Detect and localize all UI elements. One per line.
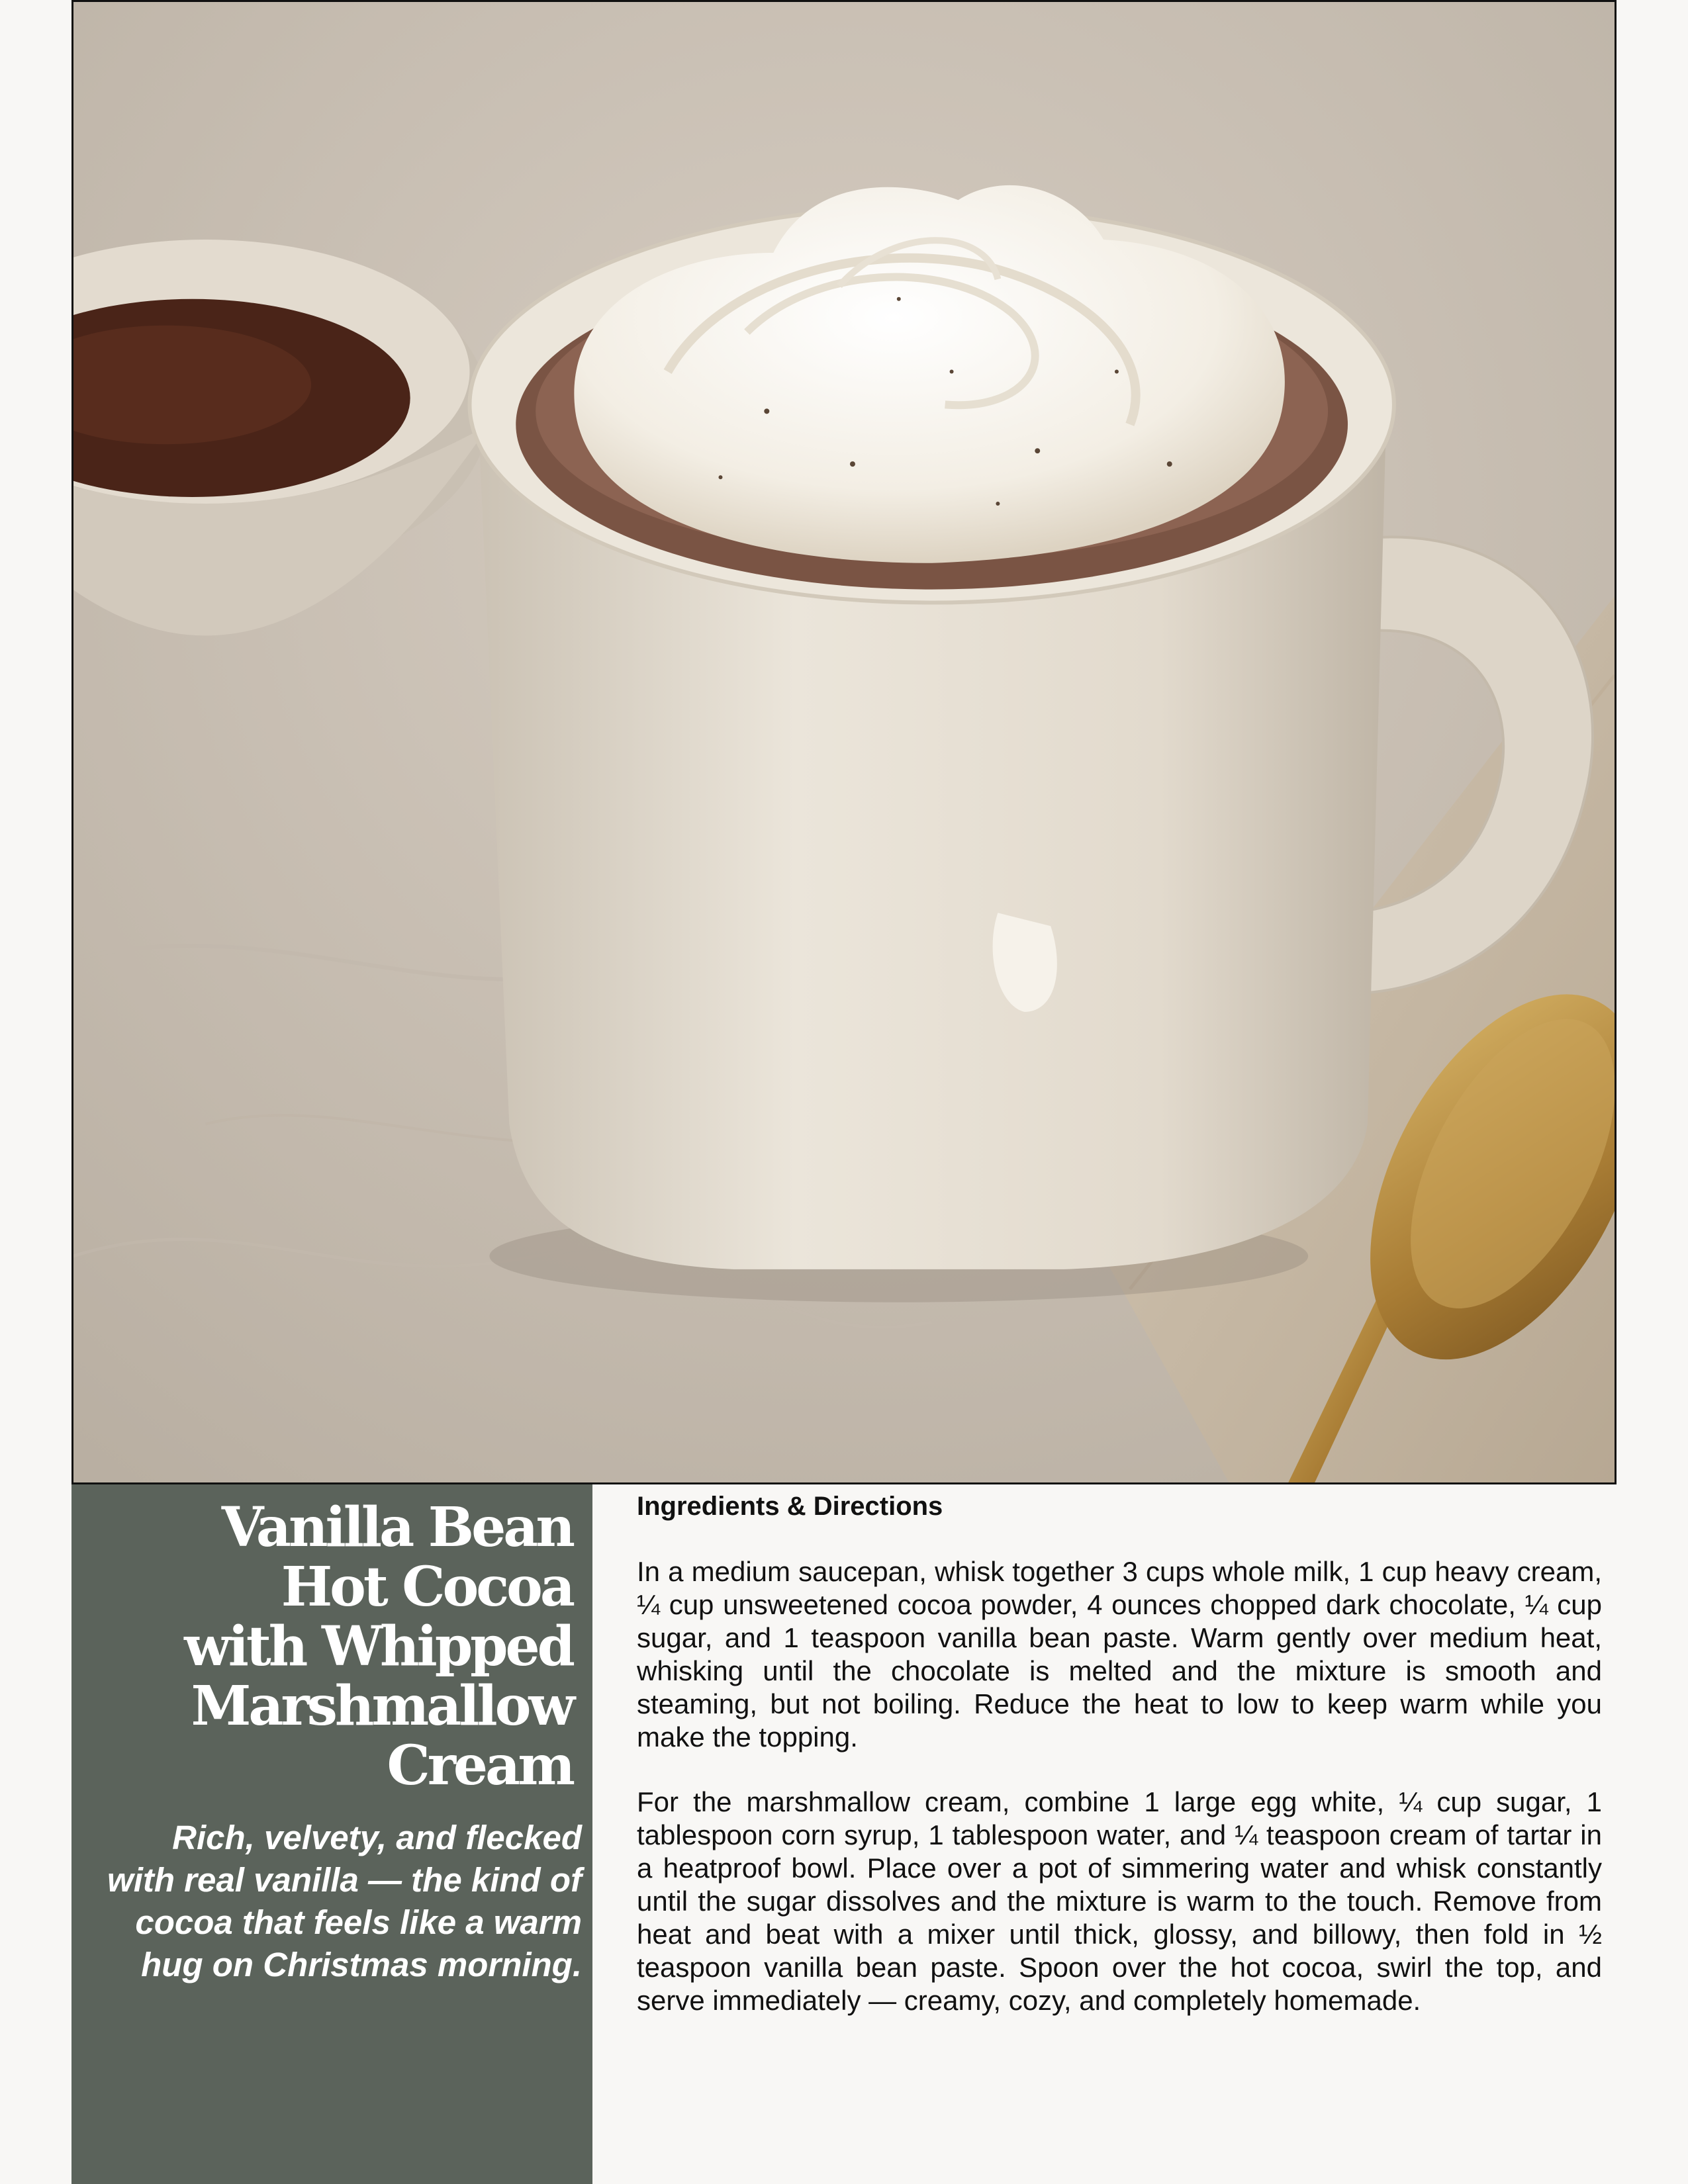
hot-cocoa-photo — [73, 2, 1615, 1482]
recipe-title: Vanilla Bean Hot Cocoa with Whipped Marshmallow Cream — [184, 1496, 573, 1797]
hero-photo — [71, 0, 1617, 1484]
directions-paragraph-cocoa: In a medium saucepan, whisk together 3 cups whole milk, 1 cup heavy cream, ¼ cup unsweetened cocoa powder, 4 ounces chopped dark chocolate, ¼ cup sugar, and 1 teaspoon vanilla bean paste. Warm gently over medium heat, whisking until the chocolate is melted and the mixture is smooth and steaming, but not boiling. Reduce the heat to low to keep warm while you make the topping. — [637, 1556, 1602, 1752]
directions-paragraph-marshmallow-cream: For the marshmallow cream, combine 1 large egg white, ¼ cup sugar, 1 tablespoon corn syrup, 1 tablespoon water, and ¼ teaspoon cream of tartar in a heatproof bowl. Place over a pot of simmering water and whisk constantly until the sugar dissolves and the mixture is warm to the touch. Remove from heat and beat with a mixer until thick, glossy, and billowy, then fold in ½ teaspoon vanilla bean paste. Spoon over the hot cocoa, swirl the top, and serve immediately — creamy, cozy, and completely homemade. — [637, 1786, 1602, 2016]
recipe-body — [637, 1489, 1602, 2017]
ingredients-directions-heading: Ingredients & Directions — [637, 1492, 943, 1521]
recipe-tagline: Rich, velvety, and flecked with real vanilla — the kind of cocoa that feels like a warm hug on Christmas morning. — [107, 1819, 582, 1983]
title-sidebar — [71, 1484, 592, 2184]
